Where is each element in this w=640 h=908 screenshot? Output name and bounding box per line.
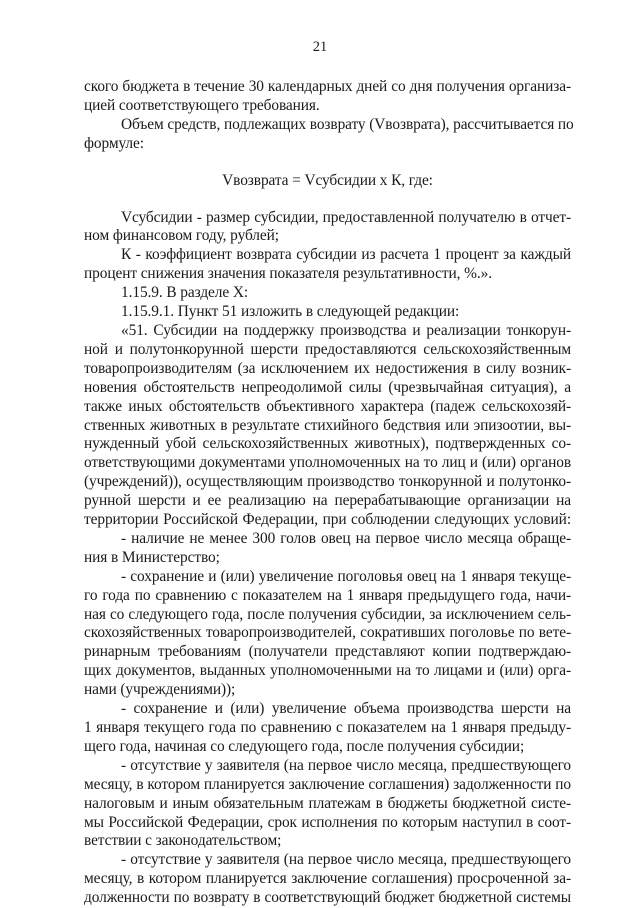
text-line: новения обстоятельств непреодолимой силы (чрезвычайная ситуация), а — [84, 378, 571, 396]
text-line: К - коэффициент возврата субсидии из расчета 1 процент за каждый — [121, 246, 571, 264]
text-line: ном финансовом году, рублей; — [84, 227, 279, 245]
text-line: цией соответствующего требования. — [84, 96, 320, 114]
text-line: нами (учреждениями)); — [84, 681, 236, 699]
text-line: мы Российской Федерации, срок исполнения по которым наступил в соот- — [84, 813, 571, 831]
text-line: товаропроизводителям (за исключением их недостижения в силу возник- — [84, 359, 571, 377]
text-line: ния в Министерство; — [84, 548, 220, 566]
text-line: Vсубсидии - размер субсидии, предоставленной получателю в отчет- — [121, 208, 571, 226]
text-line: Объем средств, подлежащих возврату (Vвозврата), рассчитывается по — [121, 115, 574, 133]
text-line: рунной шерсти и ее реализацию на перерабатывающие организации на — [84, 492, 571, 510]
page-number: 21 — [312, 39, 328, 55]
text-line: процент снижения значения показателя результативности, %.». — [84, 265, 492, 283]
document-text — [84, 78, 574, 908]
text-line: щих документов, выданных уполномоченными на то лицами и (или) орга- — [84, 662, 571, 680]
text-line: «51. Субсидии на поддержку производства и реализации тонкорун- — [121, 321, 571, 339]
text-line: также иных обстоятельств объективного характера (падеж сельскохозяй- — [84, 397, 571, 415]
text-line: ной и полутонкорунной шерсти предоставляются сельскохозяйственным — [84, 340, 571, 358]
text-line: - сохранение и (или) увеличение поголовья овец на 1 января текуще- — [121, 567, 571, 585]
text-line: 1 января текущего года по сравнению с показателем на 1 января предыду- — [84, 719, 571, 736]
text-line: месяцу, в котором планируется заключение соглашения) просроченной за- — [84, 870, 571, 888]
text-line: ветствии с законодательством; — [84, 832, 282, 850]
text-line: Vвозврата = Vсубсидии x К, где: — [222, 171, 433, 189]
text-line: ственных животных в результате стихийного бедствия или эпизоотии, вы- — [84, 416, 571, 434]
text-line: 1.15.9.1. Пункт 51 изложить в следующей редакции: — [121, 303, 460, 321]
text-line: го года по сравнению с показателем на 1 января предыдущего года, начи- — [84, 586, 571, 604]
text-line: ринарным требованиям (получатели представляют копии подтверждаю- — [84, 643, 571, 661]
text-line: ского бюджета в течение 30 календарных дней со дня получения организа- — [84, 78, 571, 95]
text-line: скохозяйственных товаропроизводителей, сокративших поголовье по вете- — [84, 624, 571, 642]
text-line: налоговым и иным обязательным платежам в бюджеты бюджетной систе- — [84, 794, 571, 812]
text-line: месяцу, в котором планируется заключение соглашения) задолженности по — [84, 775, 571, 793]
text-line: ответствующими документами уполномоченных на то лиц и (или) органов — [84, 454, 571, 472]
blank-line — [84, 154, 571, 172]
text-line: (учреждений)), осуществляющим производство тонкорунной и полутонко- — [84, 473, 571, 491]
text-line: - наличие не менее 300 голов овец на первое число месяца обраще- — [121, 529, 571, 547]
text-line: ная со следующего года, после получения субсидии, за исключением сель- — [84, 605, 571, 623]
text-line: долженности по возврату в соответствующий бюджет бюджетной системы — [84, 889, 571, 907]
text-line: территории Российской Федерации, при соблюдении следующих условий: — [84, 511, 571, 529]
text-line: нужденный убой сельскохозяйственных животных), подтвержденных со- — [84, 435, 571, 453]
text-line: - отсутствие у заявителя (на первое число месяца, предшествующего — [121, 851, 571, 869]
text-line: щего года, начиная со следующего года, после получения субсидии; — [84, 737, 525, 755]
text-line: - сохранение и (или) увеличение объема производства шерсти на — [121, 700, 571, 718]
text-line: 1.15.9. В разделе X: — [121, 284, 249, 302]
text-line: формуле: — [84, 134, 144, 152]
blank-line — [84, 191, 571, 209]
text-line: - отсутствие у заявителя (на первое число месяца, предшествующего — [121, 756, 571, 774]
